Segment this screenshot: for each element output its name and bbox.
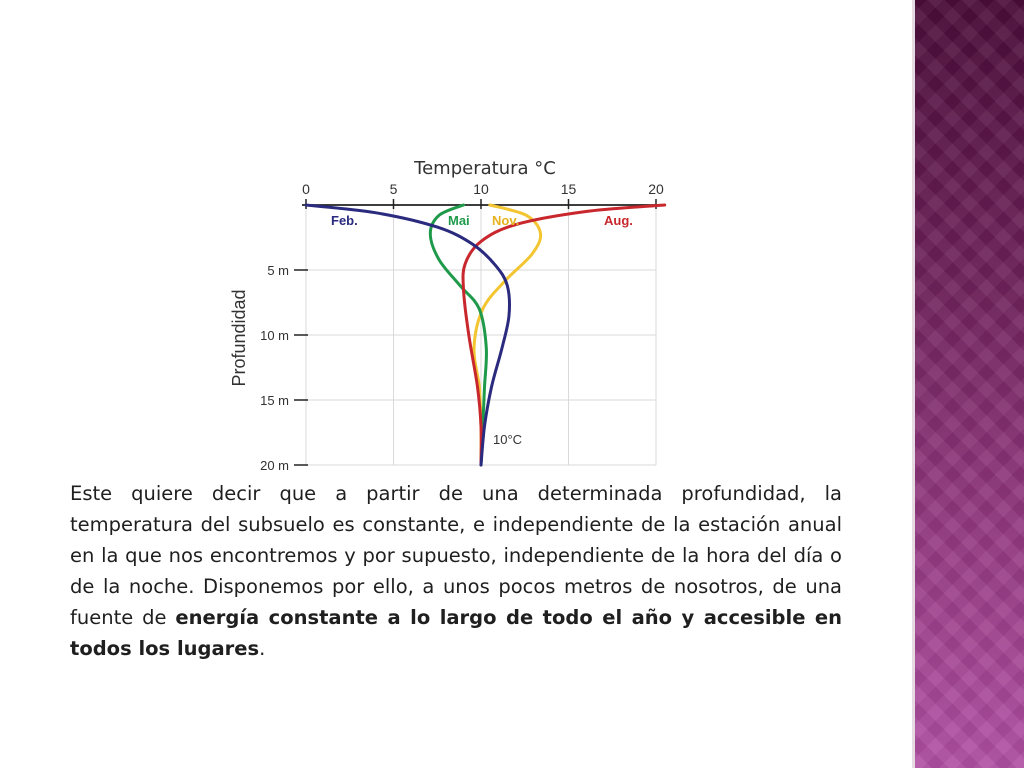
body-paragraph [70,478,842,664]
y-tick-label: 10 m [260,328,289,343]
series-label-mai: Mai [448,213,470,228]
paragraph-end: . [259,637,266,660]
chart-svg [215,150,675,475]
temperature-depth-chart [215,150,675,475]
decorative-sidebar [912,0,1024,768]
y-axis-ticks [260,263,308,473]
series-label-aug: Aug. [604,213,633,228]
x-axis-ticks [302,181,664,209]
paragraph-bold: energía constante a lo largo de todo el año y accesible en todos los lugares [70,606,843,660]
paragraph-text: Este quiere decir que a partir de una determinada profundidad, la temperatura del subsuelo es constante, e independiente de la estación anual en la que nos encontremos y por supuesto, independiente de la hora del día o de la noche. Disponemos por ello, a unos pocos metros de nosotros, de una fuente de [70,482,842,629]
y-tick-label: 20 m [260,458,289,473]
x-tick-label: 10 [473,181,489,197]
series-label-feb: Feb. [331,213,358,228]
chart-title: Temperatura °C [414,158,556,179]
y-tick-label: 5 m [267,263,289,278]
y-tick-label: 15 m [260,393,289,408]
x-tick-label: 20 [648,181,664,197]
series-label-nov: Nov. [492,213,520,228]
x-tick-label: 15 [560,181,577,197]
y-axis-label: Profundidad [229,289,249,387]
annotation-10c: 10°C [493,432,523,447]
x-tick-label: 0 [302,181,310,197]
x-tick-label: 5 [389,181,398,197]
